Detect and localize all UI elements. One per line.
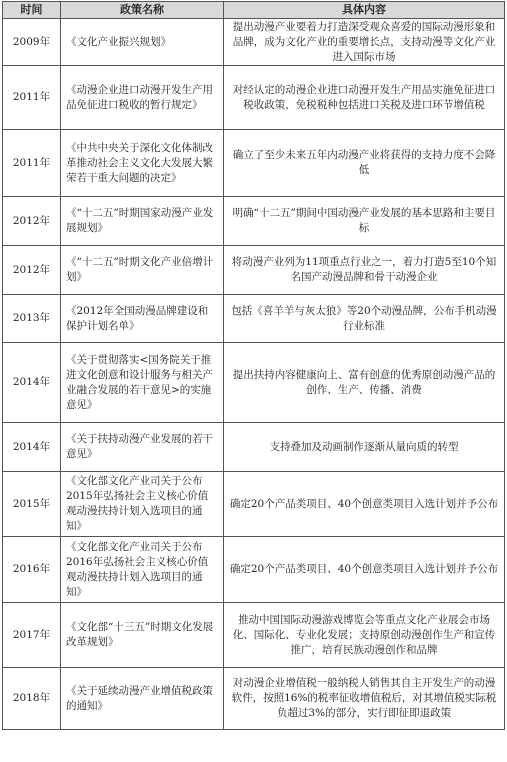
cell-year: 2011年 xyxy=(3,66,61,130)
cell-policy-name: 《文化部文化产业司关于公布2015年弘扬社会主义核心价值观动漫扶持计划入选项目的通知》 xyxy=(61,472,224,537)
cell-content: 支持叠加及动画制作逐渐从量向质的转型 xyxy=(224,423,505,472)
cell-year: 2014年 xyxy=(3,343,61,423)
cell-year: 2018年 xyxy=(3,668,61,730)
cell-content: 推动中国国际动漫游戏博览会等重点文化产业展会市场化、国际化、专业化发展；支持原创动漫创作生产和宣传推广，培育民族动漫创作和品牌 xyxy=(224,603,505,668)
cell-content: 将动漫产业列为11项重点行业之一，着力打造5至10个知名国产动漫品牌和骨干动漫企业 xyxy=(224,246,505,295)
cell-content: 明确“十二五”期间中国动漫产业发展的基本思路和主要目标 xyxy=(224,197,505,246)
cell-content: 提出动漫产业要着力打造深受观众喜爱的国际动漫形象和品牌，成为文化产业的重要增长点，支持动漫等文化产业进入国际市场 xyxy=(224,19,505,66)
policy-table xyxy=(2,1,505,730)
cell-content: 确立了至少未来五年内动漫产业将获得的支持力度不会降低 xyxy=(224,130,505,197)
cell-content: 对经认定的动漫企业进口动漫开发生产用品实施免征进口税收政策，免税税种包括进口关税及进口环节增值税 xyxy=(224,66,505,130)
cell-year: 2012年 xyxy=(3,246,61,295)
header-content: 具体内容 xyxy=(224,2,505,19)
cell-policy-name: 《2012年全国动漫品牌建设和保护计划名单》 xyxy=(61,295,224,343)
cell-policy-name: 《文化产业振兴规划》 xyxy=(61,19,224,66)
cell-policy-name: 《“十二五”时期文化产业倍增计划》 xyxy=(61,246,224,295)
cell-year: 2017年 xyxy=(3,603,61,668)
cell-policy-name: 《文化部“十三五”时期文化发展改革规划》 xyxy=(61,603,224,668)
cell-policy-name: 《中共中央关于深化文化体制改革推动社会主义文化大发展大繁荣若干重大问题的决定》 xyxy=(61,130,224,197)
table-row xyxy=(3,423,505,472)
header-year: 时间 xyxy=(3,2,61,19)
cell-policy-name: 《关于贯彻落实<国务院关于推进文化创意和设计服务与相关产业融合发展的若干意见>的实施意见》 xyxy=(61,343,224,423)
cell-year: 2014年 xyxy=(3,423,61,472)
cell-policy-name: 《关于扶持动漫产业发展的若干意见》 xyxy=(61,423,224,472)
table-row xyxy=(3,130,505,197)
cell-policy-name: 《“十二五”时期国家动漫产业发展规划》 xyxy=(61,197,224,246)
table-row xyxy=(3,537,505,603)
cell-content: 确定20个产品类项目、40个创意类项目入选计划并予公布 xyxy=(224,472,505,537)
table-row xyxy=(3,19,505,66)
cell-content: 包括《喜羊羊与灰太狼》等20个动漫品牌，公布手机动漫行业标准 xyxy=(224,295,505,343)
table-row xyxy=(3,246,505,295)
table-row xyxy=(3,343,505,423)
cell-year: 2012年 xyxy=(3,197,61,246)
cell-year: 2016年 xyxy=(3,537,61,603)
header-row xyxy=(3,2,505,19)
table-row xyxy=(3,295,505,343)
table-row xyxy=(3,603,505,668)
table-row xyxy=(3,668,505,730)
cell-policy-name: 《动漫企业进口动漫开发生产用品免征进口税收的暂行规定》 xyxy=(61,66,224,130)
cell-policy-name: 《关于延续动漫产业增值税政策的通知》 xyxy=(61,668,224,730)
cell-content: 提出扶持内容健康向上、富有创意的优秀原创动漫产品的创作、生产、传播、消费 xyxy=(224,343,505,423)
table-row xyxy=(3,66,505,130)
header-policy-name: 政策名称 xyxy=(61,2,224,19)
cell-year: 2015年 xyxy=(3,472,61,537)
cell-content: 对动漫企业增值税一般纳税人销售其自主开发生产的动漫软件，按照16%的税率征收增值税后，对其增值税实际税负超过3%的部分，实行即征即退政策 xyxy=(224,668,505,730)
cell-year: 2011年 xyxy=(3,130,61,197)
cell-year: 2013年 xyxy=(3,295,61,343)
cell-year: 2009年 xyxy=(3,19,61,66)
table-row xyxy=(3,197,505,246)
cell-policy-name: 《文化部文化产业司关于公布2016年弘扬社会主义核心价值观动漫扶持计划入选项目的通知》 xyxy=(61,537,224,603)
cell-content: 确定20个产品类项目、40个创意类项目入选计划并予公布 xyxy=(224,537,505,603)
table-row xyxy=(3,472,505,537)
